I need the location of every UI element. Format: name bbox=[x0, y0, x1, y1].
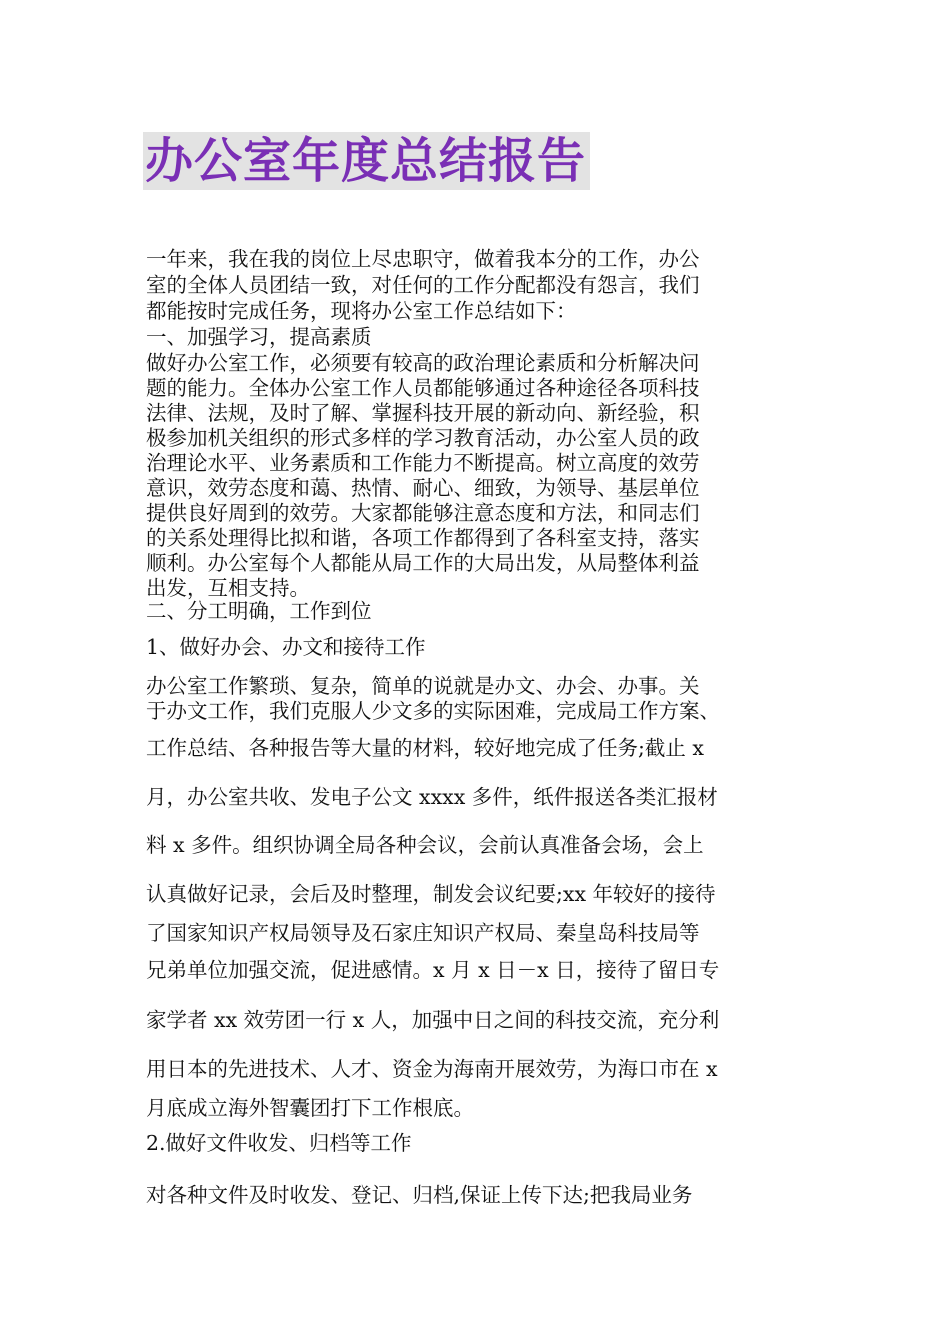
body-line: 用日本的先进技术、人才、资金为海南开展效劳，为海口市在 x bbox=[146, 1057, 718, 1081]
body-line: 对各种文件及时收发、登记、归档,保证上传下达;把我局业务 bbox=[146, 1183, 693, 1207]
body-line: 月，办公室共收、发电子公文 xxxx 多件，纸件报送各类汇报材 bbox=[146, 785, 718, 809]
body-line: 题的能力。全体办公室工作人员都能够通过各种途径各项科技 bbox=[146, 376, 700, 400]
body-line: 兄弟单位加强交流，促进感情。x 月 x 日－x 日，接待了留日专 bbox=[146, 958, 720, 982]
body-line: 的关系处理得比拟和谐，各项工作都得到了各科室支持，落实 bbox=[146, 526, 700, 550]
section-heading: 一、加强学习，提高素质 bbox=[146, 325, 372, 349]
body-line: 了国家知识产权局领导及石家庄知识产权局、秦皇岛科技局等 bbox=[146, 921, 700, 945]
body-line: 都能按时完成任务，现将办公室工作总结如下： bbox=[146, 299, 577, 323]
body-line: 法律、法规，及时了解、掌握科技开展的新动向、新经验，积 bbox=[146, 401, 700, 425]
body-line: 治理论水平、业务素质和工作能力不断提高。树立高度的效劳 bbox=[146, 451, 700, 475]
body-line: 出发，互相支持。 bbox=[146, 576, 310, 600]
body-line: 提供良好周到的效劳。大家都能够注意态度和方法，和同志们 bbox=[146, 501, 700, 525]
section-heading: 二、分工明确，工作到位 bbox=[146, 599, 372, 623]
document-title: 办公室年度总结报告 bbox=[143, 132, 590, 190]
body-line: 月底成立海外智囊团打下工作根底。 bbox=[146, 1096, 474, 1120]
body-line: 家学者 xx 效劳团一行 x 人，加强中日之间的科技交流，充分利 bbox=[146, 1008, 720, 1032]
body-line: 办公室工作繁琐、复杂，简单的说就是办文、办会、办事。关 bbox=[146, 674, 700, 698]
body-line: 室的全体人员团结一致，对任何的工作分配都没有怨言，我们 bbox=[146, 273, 700, 297]
body-line: 工作总结、各种报告等大量的材料，较好地完成了任务;截止 x bbox=[146, 736, 704, 760]
body-line: 认真做好记录，会后及时整理，制发会议纪要;xx 年较好的接待 bbox=[146, 882, 716, 906]
body-line: 一年来，我在我的岗位上尽忠职守，做着我本分的工作，办公 bbox=[146, 247, 700, 271]
body-line: 意识，效劳态度和蔼、热情、耐心、细致，为领导、基层单位 bbox=[146, 476, 700, 500]
body-line: 于办文工作，我们克服人少文多的实际困难，完成局工作方案、 bbox=[146, 699, 720, 723]
body-line: 极参加机关组织的形式多样的学习教育活动，办公室人员的政 bbox=[146, 426, 700, 450]
body-line: 料 x 多件。组织协调全局各种会议，会前认真准备会场，会上 bbox=[146, 833, 704, 857]
body-line: 做好办公室工作，必须要有较高的政治理论素质和分析解决问 bbox=[146, 351, 700, 375]
subsection-heading: 2.做好文件收发、归档等工作 bbox=[146, 1131, 412, 1155]
body-line: 顺利。办公室每个人都能从局工作的大局出发，从局整体利益 bbox=[146, 551, 700, 575]
subsection-heading: 1、做好办会、办文和接待工作 bbox=[146, 635, 426, 659]
